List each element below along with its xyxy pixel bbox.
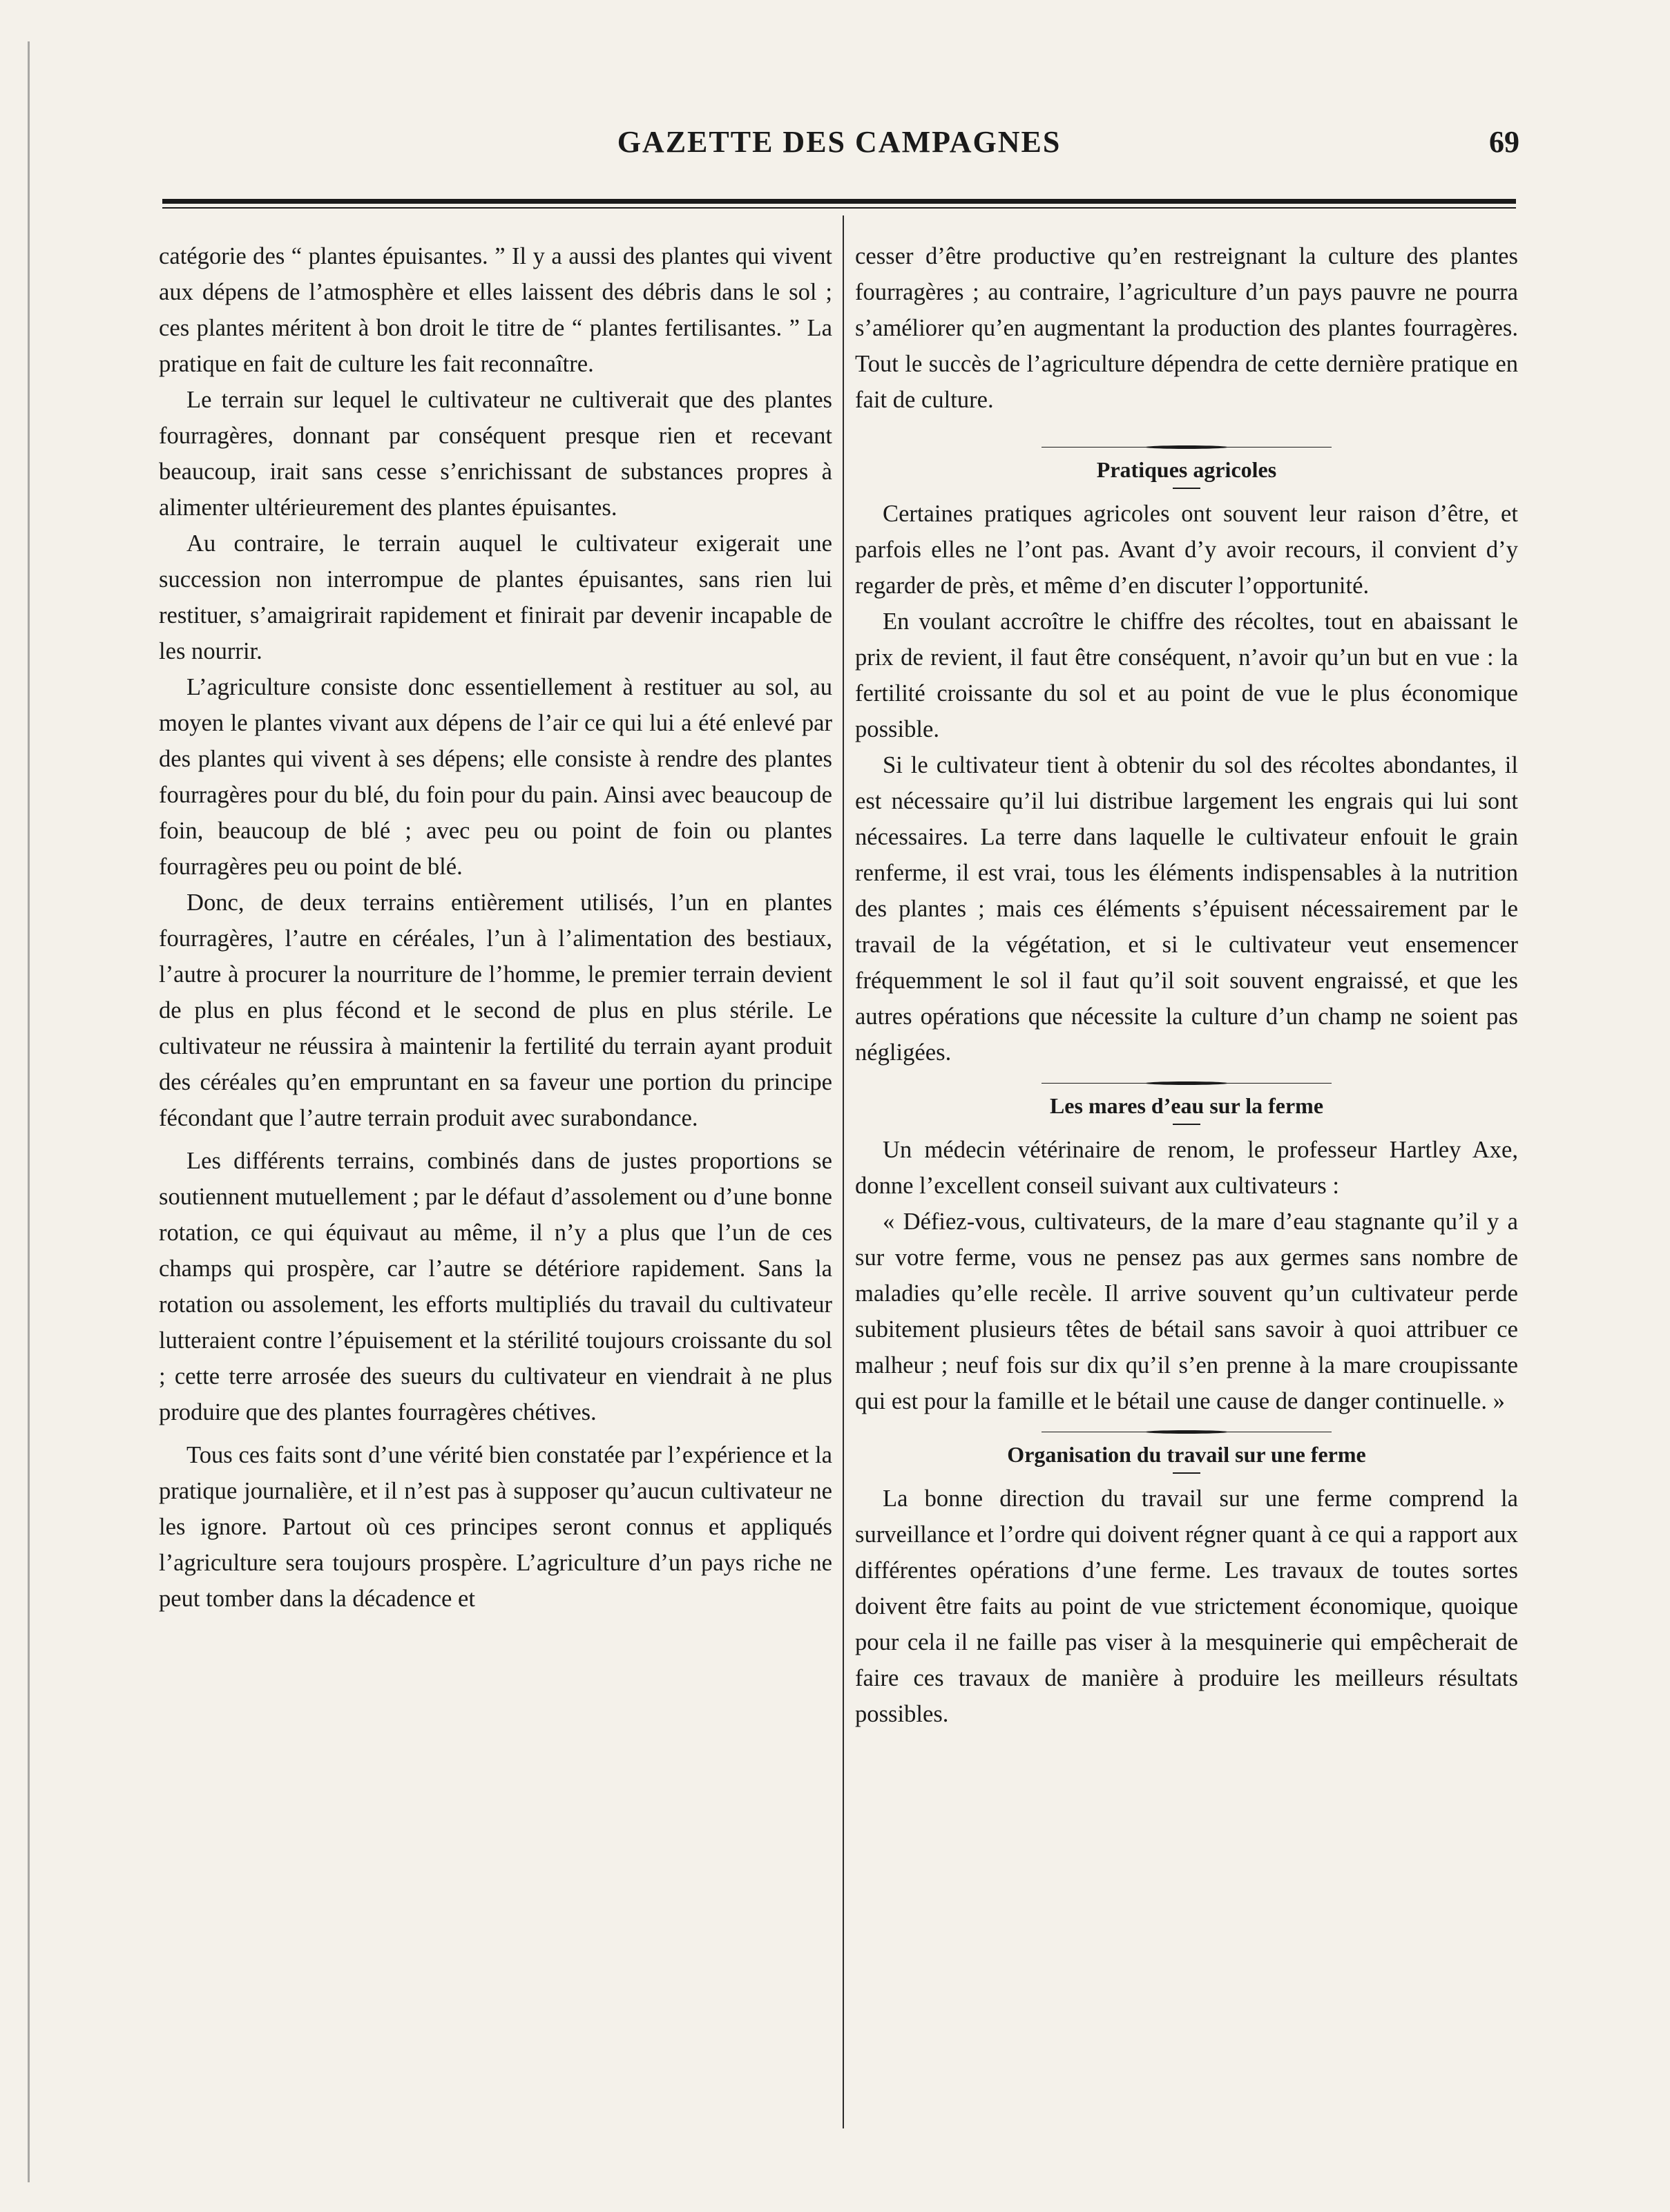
section-title-organisation: Organisation du travail sur une ferme [1007,1442,1366,1467]
paragraph: Les différents terrains, combinés dans de justes proportions se soutiennent mutuellement ; par le défaut d’assolement ou d’une bonne rotation, ce qui équivaut au même, il n’y a plus que l’un de ces champs qui prospère, car l’autre se détériore rapidement. Sans la rotation ou assolement, les efforts multipliés du travail du cultivateur lutteraient contre l’épuisement et la stérilité toujours croissante du sol ; cette terre arrosée des sueurs du cultivateur en viendrait à ne plus produire que des plantes fourragères chétives. [159,1148,832,1425]
paragraph: catégorie des “ plantes épuisantes. ” Il y a aussi des plantes qui vivent aux dépens de l’atmosphère et elles laissent des débris dans le sol ; ces plantes méritent à bon droit le titre de “ plantes fertilisantes. ” La pratique en fait de culture les fait reconnaître. [159,243,832,377]
section-separator [1042,1081,1332,1085]
paragraph: Certaines pratiques agricoles ont souvent leur raison d’être, et parfois elles ne l’ont pas. Avant d’y avoir recours, il convient d’y regarder de près, et même d’en discuter l’opportunité. [855,501,1518,599]
right-column [855,238,1518,1732]
section-title-pratiques: Pratiques agricoles [1096,457,1277,482]
header-rule-thick [162,199,1516,204]
paragraph: Au contraire, le terrain auquel le cultivateur exigerait une succession non interrompue de plantes épuisantes, sans rien lui restituer, s’amaigrirait rapidement et finirait par devenir incapable de les nourrir. [159,530,832,664]
page-number: 69 [1489,125,1519,159]
paragraph: Un médecin vétérinaire de renom, le professeur Hartley Axe, donne l’excellent conseil suivant aux cultivateurs : [855,1137,1518,1199]
running-title: GAZETTE DES CAMPAGNES [617,125,1062,159]
page-header [159,124,1519,173]
title-dash [1173,488,1200,489]
column-divider [843,215,844,2128]
paragraph: Donc, de deux terrains entièrement utilisés, l’un en plantes fourragères, l’autre en céréales, l’un à l’alimentation des bestiaux, l’autre à procurer la nourriture de l’homme, le premier terrain devient de plus en plus fécond et le second de plus en plus stérile. Le cultivateur ne réussira à maintenir la fertilité du terrain ayant produit des céréales qu’en empruntant en sa faveur une portion du principe fécondant que l’autre terrain produit avec surabondance. [159,889,832,1131]
binding-margin-line [28,41,30,2182]
section-separator [1042,1430,1332,1434]
title-dash [1173,1472,1200,1474]
left-column [159,238,832,1617]
paragraph: « Défiez-vous, cultivateurs, de la mare d’eau stagnante qu’il y a sur votre ferme, vous ne pensez pas aux germes sans nombre de maladies qu’elle recèle. Il arrive souvent qu’un cultivateur perde subitement plusieurs têtes de bétail sans savoir à quoi attribuer ce malheur ; neuf fois sur dix qu’il s’en prenne à la mare croupissante qui est pour la famille et le bétail une cause de danger continuelle. » [855,1209,1518,1414]
paragraph: L’agriculture consiste donc essentiellement à restituer au sol, au moyen le plantes vivant aux dépens de l’air ce qui lui a été enlevé par des plantes qui vivent à ses dépens; elle consiste à rendre des plantes fourragères pour du blé, du foin pour du pain. Ainsi avec beaucoup de foin, beaucoup de blé ; avec peu ou point de foin ou plantes fourragères peu ou point de blé. [159,674,832,880]
paragraph: Le terrain sur lequel le cultivateur ne cultiverait que des plantes fourragères, donnant par conséquent presque rien et recevant beaucoup, irait sans cesse s’enrichissant de substances propres à alimenter ultérieurement des plantes épuisantes. [159,387,832,521]
paragraph: La bonne direction du travail sur une ferme comprend la surveillance et l’ordre qui doivent régner quant à ce qui a rapport aux différentes opérations d’une ferme. Les travaux de toutes sortes doivent être faits au point de vue strictement économique, quoique pour cela il ne faille pas viser à la mesquinerie qui empêcherait de faire ces travaux de manière à produire les meilleurs résultats possibles. [855,1485,1518,1727]
title-dash [1173,1124,1200,1125]
header-rule-thin [162,207,1516,209]
section-separator [1042,445,1332,449]
paragraph: cesser d’être productive qu’en restreignant la culture des plantes fourragères ; au contraire, l’agriculture d’un pays pauvre ne pourra s’améliorer qu’en augmentant la production des plantes fourragères. Tout le succès de l’agriculture dépendra de cette dernière pratique en fait de culture. [855,243,1518,413]
paragraph: Si le cultivateur tient à obtenir du sol des récoltes abondantes, il est nécessaire qu’il lui distribue largement les engrais qui lui sont nécessaires. La terre dans laquelle le cultivateur enfouit le grain renferme, il est vrai, tous les éléments indispensables à la nutrition des plantes ; mais ces éléments s’épuisent nécessairement par le travail de la végétation, et si le cultivateur veut ensemencer fréquemment le sol il faut qu’il soit souvent engraissé, et que les autres opérations que nécessite la culture d’un champ ne soient pas négligées. [855,752,1518,1066]
paragraph: Tous ces faits sont d’une vérité bien constatée par l’expérience et la pratique journalière, et il n’est pas à supposer qu’aucun cultivateur ne les ignore. Partout où ces principes seront connus et appliqués l’agriculture sera toujours prospère. L’agriculture d’un pays riche ne peut tomber dans la décadence et [159,1442,832,1612]
section-title-mares: Les mares d’eau sur la ferme [1049,1093,1324,1118]
paragraph: En voulant accroître le chiffre des récoltes, tout en abaissant le prix de revient, il faut être conséquent, n’avoir qu’un but en vue : la fertilité croissante du sol et au point de vue le plus économique possible. [855,608,1518,742]
